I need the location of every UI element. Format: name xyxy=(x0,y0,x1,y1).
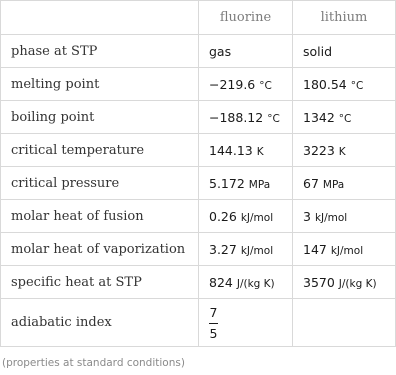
lithium-value: 3223 K xyxy=(293,134,396,167)
lithium-value: solid xyxy=(293,35,396,68)
unit-label: °C xyxy=(350,79,364,92)
property-label: molar heat of vaporization xyxy=(1,233,199,266)
unit-label: K xyxy=(338,145,346,158)
property-label: phase at STP xyxy=(1,35,199,68)
header-row xyxy=(1,1,396,35)
unit-label: MPa xyxy=(248,178,271,191)
lithium-value: 1342 °C xyxy=(293,101,396,134)
footer-note: (properties at standard conditions) xyxy=(2,357,185,369)
lithium-value: 3 kJ/mol xyxy=(293,200,396,233)
unit-label: K xyxy=(256,145,264,158)
table-row xyxy=(1,68,396,101)
table-row xyxy=(1,101,396,134)
property-label: adiabatic index xyxy=(1,299,199,347)
fluorine-value: gas xyxy=(199,35,293,68)
table-row xyxy=(1,167,396,200)
header-empty-cell xyxy=(1,1,199,35)
property-label: critical pressure xyxy=(1,167,199,200)
lithium-value: 67 MPa xyxy=(293,167,396,200)
property-label: boiling point xyxy=(1,101,199,134)
property-label: molar heat of fusion xyxy=(1,200,199,233)
header-fluorine: fluorine xyxy=(199,1,293,35)
fluorine-value: 144.13 K xyxy=(199,134,293,167)
unit-label: kJ/mol xyxy=(330,244,364,257)
fraction xyxy=(209,306,218,341)
table-row xyxy=(1,299,396,347)
header-lithium: lithium xyxy=(293,1,396,35)
lithium-value: 147 kJ/mol xyxy=(293,233,396,266)
unit-label: kJ/mol xyxy=(240,244,274,257)
property-label: melting point xyxy=(1,68,199,101)
fluorine-value: 0.26 kJ/mol xyxy=(199,200,293,233)
lithium-value: 3570 J/(kg K) xyxy=(293,266,396,299)
unit-label: °C xyxy=(338,112,352,125)
table-row xyxy=(1,134,396,167)
fluorine-value: 3.27 kJ/mol xyxy=(199,233,293,266)
property-label: critical temperature xyxy=(1,134,199,167)
unit-label: J/(kg K) xyxy=(338,277,377,290)
fluorine-value: 5.172 MPa xyxy=(199,167,293,200)
table-row xyxy=(1,200,396,233)
fluorine-value xyxy=(199,299,293,347)
unit-label: °C xyxy=(259,79,272,92)
fluorine-value: −188.12 °C xyxy=(199,101,293,134)
fraction-bar xyxy=(209,323,218,324)
fluorine-value: 824 J/(kg K) xyxy=(199,266,293,299)
unit-label: J/(kg K) xyxy=(236,277,275,290)
lithium-value: 180.54 °C xyxy=(293,68,396,101)
table-row xyxy=(1,266,396,299)
fraction-denominator: 5 xyxy=(209,325,218,341)
unit-label: kJ/mol xyxy=(240,211,274,224)
table-row xyxy=(1,35,396,68)
unit-label: °C xyxy=(267,112,280,125)
fraction-numerator: 7 xyxy=(209,304,218,320)
property-label: specific heat at STP xyxy=(1,266,199,299)
lithium-value xyxy=(293,299,396,347)
unit-label: MPa xyxy=(322,178,345,191)
table-row xyxy=(1,233,396,266)
fluorine-value: −219.6 °C xyxy=(199,68,293,101)
unit-label: kJ/mol xyxy=(314,211,348,224)
